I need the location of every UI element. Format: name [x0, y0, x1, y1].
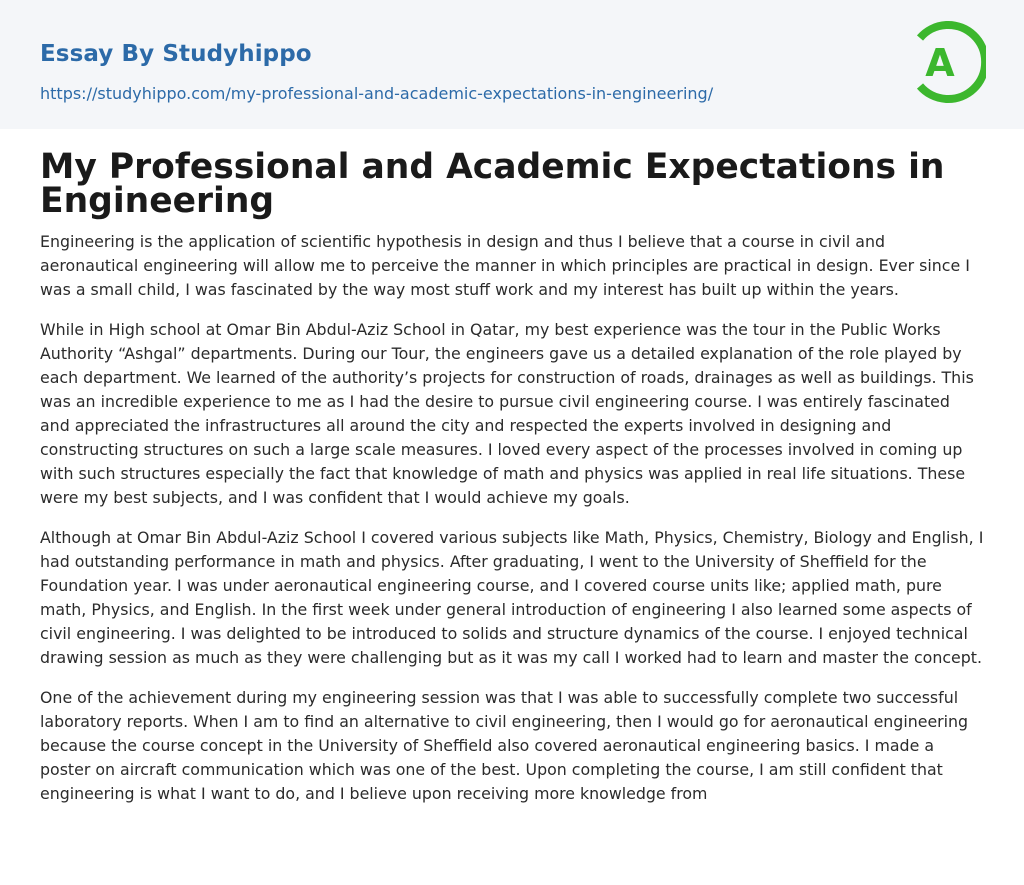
site-name[interactable]: Essay By Studyhippo — [40, 41, 312, 67]
article — [40, 147, 984, 822]
paragraph: While in High school at Omar Bin Abdul-Aziz School in Qatar, my best experience was the tour in the Public Works Authority “Ashgal” departments. During our Tour, the engineers gave us a detailed explanation of the role played by each department. We learned of the authority’s projects for construction of roads, drainages as well as buildings. This was an incredible experience to me as I had the desire to pursue civil engineering course. I was entirely fascinated and appreciated the infrastructures all around the city and respected the experts involved in designing and constructing structures on such a large scale measures. I loved every aspect of the processes involved in coming up with such structures especially the fact that knowledge of math and physics was applied in real life situations. These were my best subjects, and I was confident that I would achieve my goals. — [40, 320, 974, 507]
studyhippo-logo-icon[interactable] — [912, 19, 986, 105]
page-title: My Professional and Academic Expectations in Engineering — [40, 147, 945, 221]
paragraph: Although at Omar Bin Abdul-Aziz School I covered various subjects like Math, Physics, Chemistry, Biology and English, I had outstanding performance in math and physics. After graduating, I went to the University of Sheffield for the Foundation year. I was under aeronautical engineering course, and I covered course units like; applied math, pure math, Physics, and English. In the first week under general introduction of engineering I also learned some aspects of civil engineering. I was delighted to be introduced to solids and structure dynamics of the course. I enjoyed technical drawing session as much as they were challenging but as it was my call I worked had to learn and master the concept. — [40, 528, 984, 667]
essay-url-link[interactable]: https://studyhippo.com/my-professional-and-academic-expectations-in-engineering/ — [40, 84, 714, 103]
paragraph: Engineering is the application of scientific hypothesis in design and thus I believe that a course in civil and aeronautical engineering will allow me to perceive the manner in which principles are practical in design. Ever since I was a small child, I was fascinated by the way most stuff work and my interest has built up within the years. — [40, 232, 970, 299]
paragraph: One of the achievement during my engineering session was that I was able to successfully complete two successful laboratory reports. When I am to find an alternative to civil engineering, then I would go for aeronautical engineering because the course concept in the University of Sheffield also covered aeronautical engineering basics. I made a poster on aircraft communication which was one of the best. Upon completing the course, I am still confident that engineering is what I want to do, and I believe upon receiving more knowledge from — [40, 688, 969, 803]
logo-letter: A — [925, 41, 955, 85]
site-header — [0, 0, 1024, 129]
